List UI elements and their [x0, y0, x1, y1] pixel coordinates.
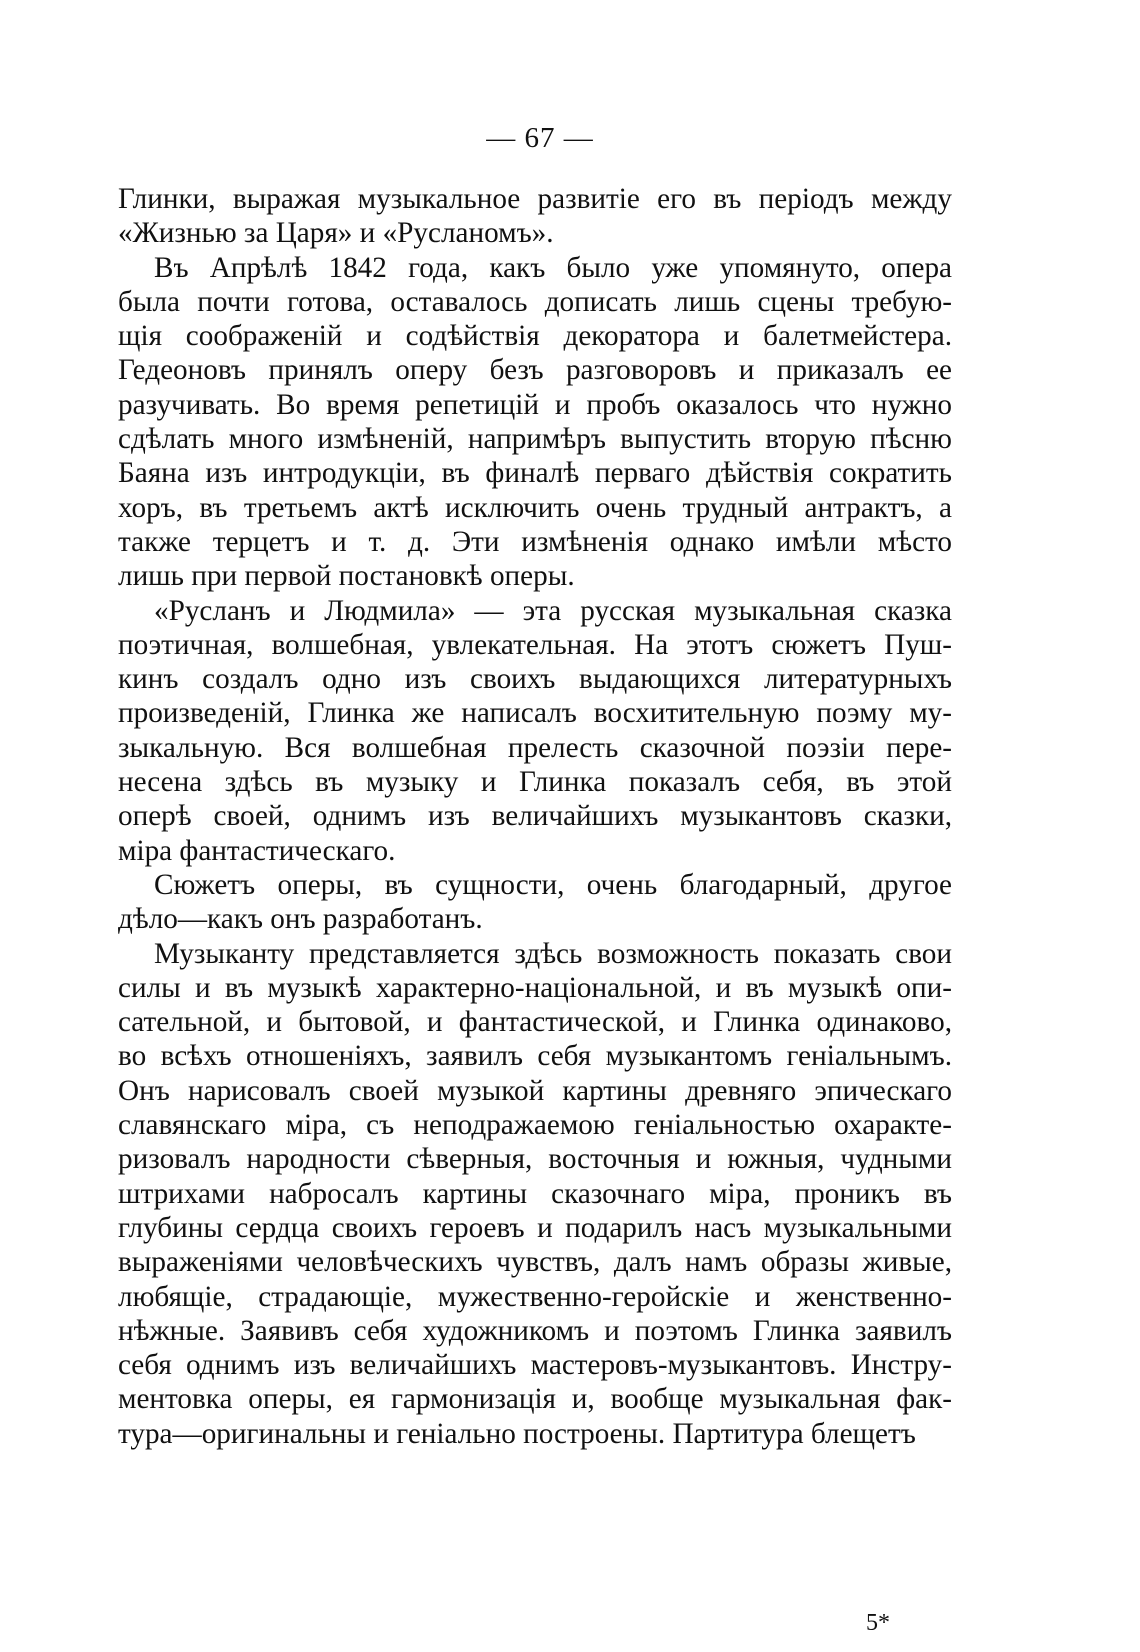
text-line: Онъ нарисовалъ своей музыкой картины древняго эпическаго: [118, 1074, 952, 1107]
text-line: Гедеоновъ принялъ оперу безъ разговоровъ и приказалъ ее: [118, 354, 952, 387]
printer-signature-mark: 5*: [866, 1610, 890, 1636]
text-line: оперѣ своей, однимъ изъ величайшихъ музыкантовъ сказки,: [118, 800, 952, 833]
text-line: Сюжетъ оперы, въ сущности, очень благодарный, другое: [154, 868, 952, 901]
text-line: кинъ создалъ одно изъ своихъ выдающихся литературныхъ: [118, 663, 952, 696]
text-line: Музыканту представляется здѣсь возможность показать свои: [154, 937, 952, 970]
text-line: «Русланъ и Людмила» — эта русская музыкальная сказка: [154, 594, 952, 627]
text-line: глубины сердца своихъ героевъ и подарилъ насъ музыкальными: [118, 1211, 952, 1244]
text-line: выраженіями человѣческихъ чувствъ, далъ намъ образы живые,: [118, 1246, 952, 1279]
page-number: — 67 —: [486, 122, 594, 154]
text-line: дѣло—какъ онъ разработанъ.: [118, 903, 483, 936]
text-line: «Жизнью за Царя» и «Русланомъ».: [118, 217, 554, 250]
text-line: хоръ, въ третьемъ актѣ исключить очень трудный антрактъ, а: [118, 491, 952, 524]
text-line: Глинки, выражая музыкальное развитіе его въ періодъ между: [118, 183, 952, 215]
text-line: зыкальную. Вся волшебная прелесть сказочной поэзіи пере-: [118, 731, 952, 764]
text-line: нѣжные. Заявивъ себя художникомъ и поэтомъ Глинка заявилъ: [118, 1314, 952, 1347]
text-line: ментовка оперы, ея гармонизація и, вообще музыкальная фак-: [118, 1383, 952, 1416]
text-line: силы и въ музыкѣ характерно-національной, и въ музыкѣ опи-: [118, 971, 952, 1004]
text-line: произведеній, Глинка же написалъ восхитительную поэму му-: [118, 697, 952, 730]
body-text: [118, 182, 952, 1451]
text-line: сательной, и бытовой, и фантастической, и Глинка одинаково,: [118, 1006, 952, 1039]
text-line: Баяна изъ интродукціи, въ финалѣ перваго дѣйствія сократить: [118, 457, 952, 490]
text-line: любящіе, страдающіе, мужественно-геройскіе и женственно-: [118, 1280, 952, 1313]
text-line: міра фантастическаго.: [118, 834, 396, 867]
text-line: разучивать. Во время репетицій и пробъ оказалось что нужно: [118, 388, 952, 421]
text-line: во всѣхъ отношеніяхъ, заявилъ себя музыкантомъ геніальнымъ.: [118, 1040, 952, 1073]
text-line: тура—оригинальны и геніально построены. Партитура блещетъ: [118, 1417, 916, 1450]
text-line: поэтичная, волшебная, увлекательная. На этотъ сюжетъ Пуш-: [118, 628, 952, 661]
text-line: ризовалъ народности сѣверныя, восточныя и южныя, чудными: [118, 1143, 952, 1176]
text-line: щія соображеній и содѣйствія декоратора и балетмейстера.: [118, 320, 952, 353]
text-line: Въ Апрѣлѣ 1842 года, какъ было уже упомянуто, опера: [154, 251, 952, 284]
text-line: себя однимъ изъ величайшихъ мастеровъ-музыкантовъ. Инстру-: [118, 1349, 952, 1382]
text-line: славянскаго міра, съ неподражаемою геніальностью охаракте-: [118, 1109, 952, 1142]
text-line: сдѣлать много измѣненій, напримѣръ выпустить вторую пѣсню: [118, 423, 952, 456]
text-line: была почти готова, оставалось дописать лишь сцены требую-: [118, 285, 952, 318]
text-line: лишь при первой постановкѣ оперы.: [118, 560, 575, 593]
text-line: штрихами набросалъ картины сказочнаго міра, проникъ въ: [118, 1177, 952, 1210]
text-line: также терцетъ и т. д. Эти измѣненія однако имѣли мѣсто: [118, 525, 952, 558]
text-line: несена здѣсь въ музыку и Глинка показалъ себя, въ этой: [118, 766, 952, 799]
